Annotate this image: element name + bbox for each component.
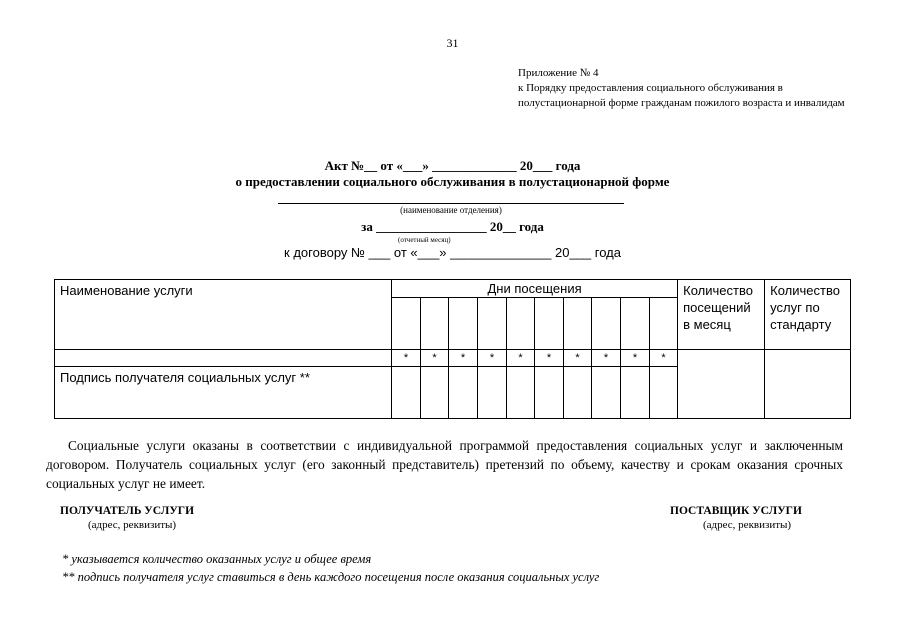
reporting-period-line: за _________________ 20__ года [361, 219, 544, 234]
service-name-cell[interactable] [55, 350, 392, 367]
signature-cell[interactable] [592, 367, 621, 419]
star-mark: * [392, 350, 421, 367]
header-visit-days: Дни посещения [392, 280, 678, 298]
supplier-block [670, 505, 802, 531]
header-service-name: Наименование услуги [55, 280, 392, 350]
appendix-block [518, 66, 858, 111]
signature-row-label: Подпись получателя социальных услуг ** [55, 367, 392, 419]
signature-cell[interactable] [564, 367, 592, 419]
star-mark: * [421, 350, 449, 367]
appendix-title: Приложение № 4 [518, 67, 599, 79]
footnote-1: * указывается количество оказанных услуг и общее время [62, 552, 372, 566]
header-services-by-standard: Количество услуг по стандарту [765, 280, 851, 350]
star-mark: * [507, 350, 535, 367]
signature-cell[interactable] [478, 367, 507, 419]
star-mark: * [449, 350, 478, 367]
department-caption: (наименование отделения) [400, 205, 502, 215]
recipient-title: ПОЛУЧАТЕЛЬ УСЛУГИ [60, 505, 195, 517]
signature-cell[interactable] [507, 367, 535, 419]
day-cell[interactable] [392, 298, 421, 350]
signature-cell[interactable] [392, 367, 421, 419]
contract-line: к договору № ___ от «___» ______________ 20___ года [284, 245, 621, 260]
act-subtitle: о предоставлении социального обслуживания в полустационарной форме [235, 174, 670, 189]
star-mark: * [621, 350, 650, 367]
month-caption: (отчетный месяц) [398, 236, 451, 244]
star-mark: * [535, 350, 564, 367]
day-cell[interactable] [564, 298, 592, 350]
appendix-text: к Порядку предоставления социального обслуживания в полустационарной форме гражданам пожилого возраста и инвалидам [518, 82, 845, 109]
supplier-caption: (адрес, реквизиты) [703, 519, 792, 531]
signature-cell[interactable] [621, 367, 650, 419]
day-cell[interactable] [592, 298, 621, 350]
statement-text: Социальные услуги оказаны в соответствии с индивидуальной программой предоставления социальных услуг и заключенным договором. Получатель социальных услуг (его законный представитель) претензий по объему, качеству и срокам оказания срочных социальных услуг не имеет. [46, 438, 843, 491]
day-cell[interactable] [535, 298, 564, 350]
star-mark: * [564, 350, 592, 367]
day-cell[interactable] [478, 298, 507, 350]
page-number: 31 [446, 36, 459, 50]
signature-cell[interactable] [650, 367, 678, 419]
recipient-caption: (адрес, реквизиты) [88, 519, 177, 531]
footnote-2: ** подпись получателя услуг ставиться в день каждого посещения после оказания социальных услуг [62, 570, 600, 584]
header-visits-per-month: Количество посещений в месяц [678, 280, 765, 350]
recipient-block [60, 505, 194, 531]
statement-paragraph [46, 436, 843, 493]
day-cell[interactable] [421, 298, 449, 350]
services-table [54, 279, 851, 419]
day-cell[interactable] [449, 298, 478, 350]
day-cell[interactable] [507, 298, 535, 350]
star-mark: * [650, 350, 678, 367]
services-by-standard-cell[interactable] [765, 350, 851, 419]
department-blank-line [278, 203, 624, 204]
star-mark: * [478, 350, 507, 367]
signature-cell[interactable] [449, 367, 478, 419]
day-cell[interactable] [621, 298, 650, 350]
act-title: Акт №__ от «___» _____________ 20___ года [324, 158, 581, 173]
day-cell[interactable] [650, 298, 678, 350]
signature-cell[interactable] [421, 367, 449, 419]
visits-per-month-cell[interactable] [678, 350, 765, 419]
star-mark: * [592, 350, 621, 367]
supplier-title: ПОСТАВЩИК УСЛУГИ [670, 505, 802, 517]
signature-cell[interactable] [535, 367, 564, 419]
